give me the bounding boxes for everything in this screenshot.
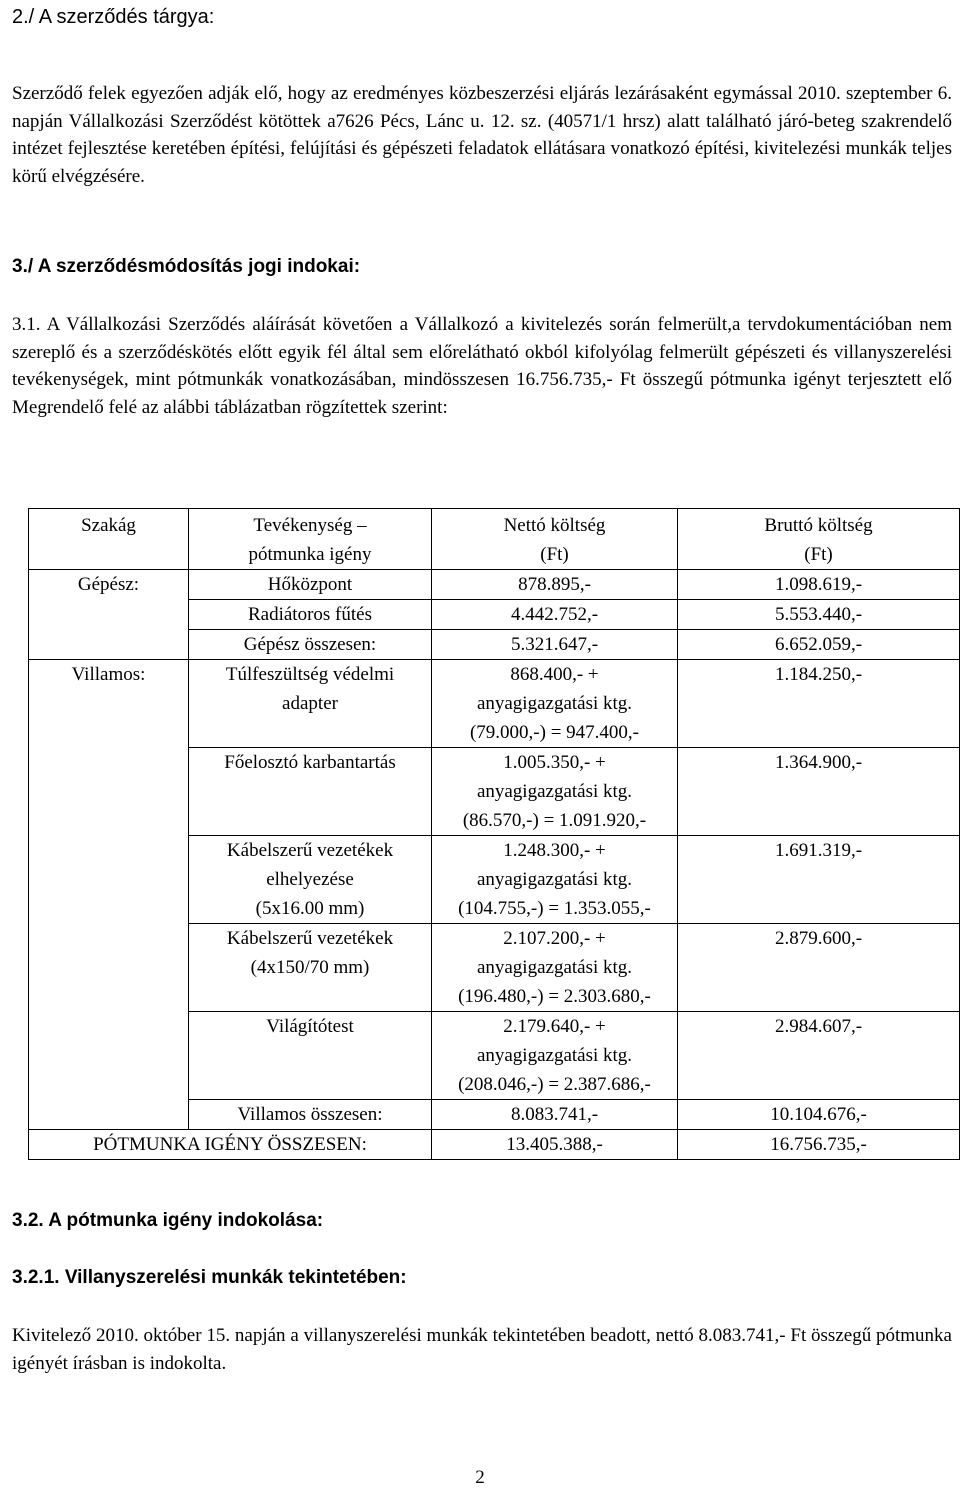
activity-cell: Kábelszerű vezetékek elhelyezése (5x16.00 mm) (189, 836, 432, 924)
grand-total-gross: 16.756.735,- (678, 1130, 960, 1160)
gross-cell: 1.691.319,- (678, 836, 960, 924)
subtotal-net: 5.321.647,- (432, 630, 678, 660)
net-cell: 868.400,- + anyagigazgatási ktg. (79.000,-) = 947.400,- (432, 660, 678, 748)
net-cell: 1.005.350,- + anyagigazgatási ktg. (86.570,-) = 1.091.920,- (432, 748, 678, 836)
net-cell: 2.179.640,- + anyagigazgatási ktg. (208.046,-) = 2.387.686,- (432, 1012, 678, 1100)
category-villamos: Villamos: (29, 660, 189, 1130)
section-3-2-heading: 3.2. A pótmunka igény indokolása: (12, 1210, 324, 1231)
gross-cell: 1.364.900,- (678, 748, 960, 836)
activity-cell: Világítótest (189, 1012, 432, 1100)
extra-work-cost-table (28, 508, 960, 1160)
subtotal-gross: 6.652.059,- (678, 630, 960, 660)
table-header-row (29, 509, 960, 570)
gross-cell: 1.184.250,- (678, 660, 960, 748)
subtotal-label: Gépész összesen: (189, 630, 432, 660)
table-row (29, 660, 960, 748)
activity-cell: Hőközpont (189, 570, 432, 600)
page-number: 2 (475, 1467, 485, 1488)
section-3-2-1-paragraph: Kivitelező 2010. október 15. napján a villanyszerelési munkák tekintetében beadott, nettó 8.083.741,- Ft összegű pótmunka igényét írásban is indokolta. (12, 1325, 952, 1374)
gross-cell: 5.553.440,- (678, 600, 960, 630)
section-3-2-1-heading: 3.2.1. Villanyszerelési munkák tekintetében: (12, 1267, 407, 1288)
section-3-heading: 3./ A szerződésmódosítás jogi indokai: (12, 256, 361, 277)
net-cell: 878.895,- (432, 570, 678, 600)
net-cell: 4.442.752,- (432, 600, 678, 630)
table-row (29, 570, 960, 600)
grand-total-net: 13.405.388,- (432, 1130, 678, 1160)
grand-total-label: PÓTMUNKA IGÉNY ÖSSZESEN: (29, 1130, 432, 1160)
section-2-paragraph: Szerződő felek egyezően adják elő, hogy az eredményes közbeszerzési eljárás lezárásaként egymással 2010. szeptember 6. napján Vállalkozási Szerződést kötöttek a7626 Pécs, Lánc u. 12. sz. (40571/1 hrsz) alatt található járó-beteg szakrendelő intézet fejlesztése keretében építési, felújítási és gépészeti feladatok ellátásara vonatkozó építési, kivitelezési munkák teljes körű elvégzésére. (12, 83, 952, 187)
section-2-heading: 2./ A szerződés tárgya: (12, 6, 215, 28)
gross-cell: 2.879.600,- (678, 924, 960, 1012)
subtotal-gross: 10.104.676,- (678, 1100, 960, 1130)
gross-cell: 2.984.607,- (678, 1012, 960, 1100)
section-3-1-paragraph: 3.1. A Vállalkozási Szerződés aláírását követően a Vállalkozó a kivitelezés során felmerült,a tervdokumentációban nem szereplő és a szerződéskötés előtt egyik fél által sem előrelátható okból kifolyólag felmerült gépészeti és villanyszerelési tevékenységek, mint pótmunkák vonatkozásában, mindösszesen 16.756.735,- Ft összegű pótmunka igényt terjesztett elő Megrendelő felé az alábbi táblázatban rögzítettek szerint: (12, 314, 952, 418)
activity-cell: Túlfeszültség védelmi adapter (189, 660, 432, 748)
header-szakag: Szakág (29, 509, 189, 570)
activity-cell: Főelosztó karbantartás (189, 748, 432, 836)
header-brutto: Bruttó költség (Ft) (678, 509, 960, 570)
gross-cell: 1.098.619,- (678, 570, 960, 600)
activity-cell: Kábelszerű vezetékek (4x150/70 mm) (189, 924, 432, 1012)
grand-total-row (29, 1130, 960, 1160)
category-gepesz: Gépész: (29, 570, 189, 660)
subtotal-net: 8.083.741,- (432, 1100, 678, 1130)
net-cell: 1.248.300,- + anyagigazgatási ktg. (104.755,-) = 1.353.055,- (432, 836, 678, 924)
activity-cell: Radiátoros fűtés (189, 600, 432, 630)
header-netto: Nettó költség (Ft) (432, 509, 678, 570)
header-tevekenyseg: Tevékenység – pótmunka igény (189, 509, 432, 570)
subtotal-label: Villamos összesen: (189, 1100, 432, 1130)
net-cell: 2.107.200,- + anyagigazgatási ktg. (196.480,-) = 2.303.680,- (432, 924, 678, 1012)
